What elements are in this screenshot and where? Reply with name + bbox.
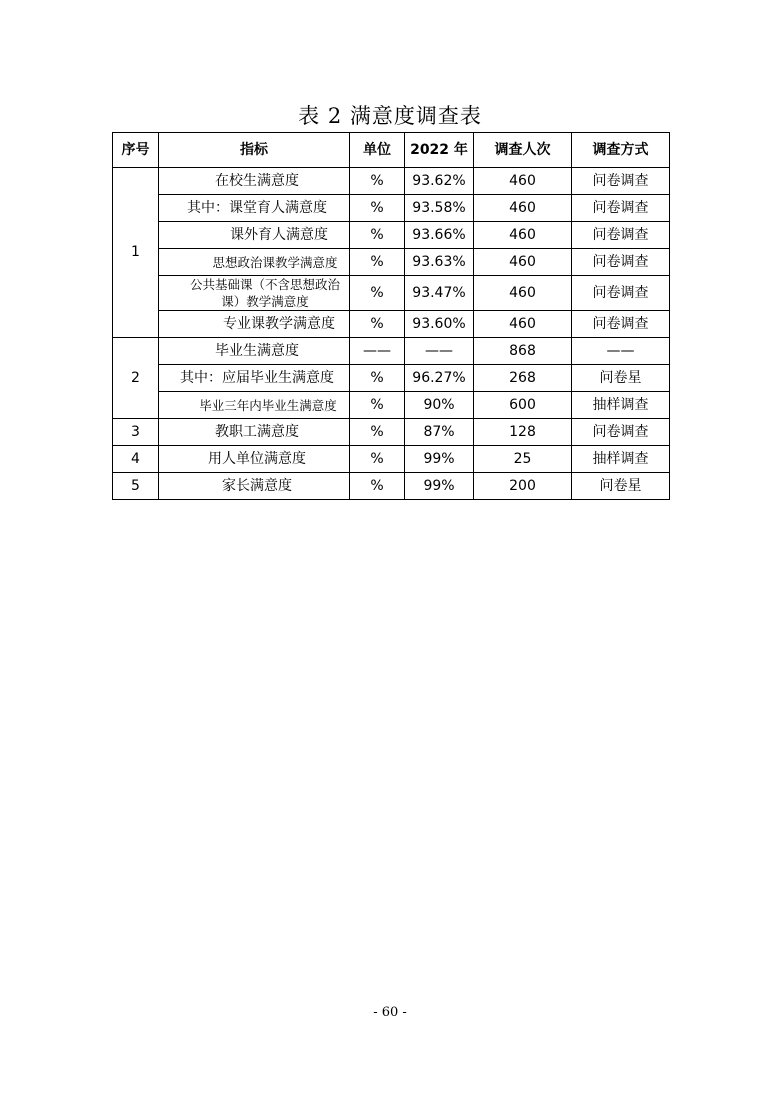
method-cell: 问卷调查: [572, 168, 670, 195]
indicator-cell: 公共基础课（不含思想政治课）教学满意度: [159, 276, 350, 311]
row-number: 3: [113, 419, 159, 446]
row-number: 1: [113, 168, 159, 338]
unit-cell: %: [350, 392, 405, 419]
page-number: - 60 -: [373, 1005, 407, 1020]
count-cell: 868: [474, 338, 572, 365]
header-indicator: 指标: [159, 133, 350, 168]
value-cell: 87%: [405, 419, 474, 446]
count-cell: 200: [474, 473, 572, 500]
unit-cell: %: [350, 365, 405, 392]
value-cell: 93.60%: [405, 311, 474, 338]
method-cell: 问卷调查: [572, 249, 670, 276]
value-cell: 93.63%: [405, 249, 474, 276]
table-row: [113, 249, 670, 276]
table-row: [113, 222, 670, 249]
method-cell: 问卷调查: [572, 195, 670, 222]
table-row: [113, 168, 670, 195]
row-number: 5: [113, 473, 159, 500]
method-cell: 抽样调查: [572, 446, 670, 473]
value-cell: 99%: [405, 473, 474, 500]
value-cell: 93.62%: [405, 168, 474, 195]
unit-cell: %: [350, 473, 405, 500]
indicator-cell: 其中：应届毕业生满意度: [159, 365, 350, 392]
indicator-cell: 家长满意度: [159, 473, 350, 500]
unit-cell: %: [350, 222, 405, 249]
method-cell: 问卷调查: [572, 419, 670, 446]
header-method: 调查方式: [572, 133, 670, 168]
value-cell: 90%: [405, 392, 474, 419]
header-count: 调查人次: [474, 133, 572, 168]
value-cell: 93.66%: [405, 222, 474, 249]
value-cell: 93.58%: [405, 195, 474, 222]
table-row: [113, 195, 670, 222]
table-row: [113, 365, 670, 392]
table-row: [113, 419, 670, 446]
table-row: [113, 392, 670, 419]
value-cell: 99%: [405, 446, 474, 473]
row-number: 2: [113, 338, 159, 419]
unit-cell: ——: [350, 338, 405, 365]
table-row: [113, 473, 670, 500]
table-row: [113, 446, 670, 473]
unit-cell: %: [350, 446, 405, 473]
count-cell: 460: [474, 276, 572, 311]
unit-cell: %: [350, 311, 405, 338]
value-cell: 96.27%: [405, 365, 474, 392]
count-cell: 460: [474, 311, 572, 338]
unit-cell: %: [350, 249, 405, 276]
count-cell: 460: [474, 222, 572, 249]
count-cell: 128: [474, 419, 572, 446]
indicator-cell: 用人单位满意度: [159, 446, 350, 473]
table-title: 表 2 满意度调查表: [298, 104, 482, 128]
row-number: 4: [113, 446, 159, 473]
table-row: [113, 276, 670, 311]
unit-cell: %: [350, 419, 405, 446]
count-cell: 268: [474, 365, 572, 392]
count-cell: 25: [474, 446, 572, 473]
indicator-cell: 专业课教学满意度: [159, 311, 350, 338]
table-row: [113, 311, 670, 338]
indicator-cell: 在校生满意度: [159, 168, 350, 195]
header-no: 序号: [113, 133, 159, 168]
indicator-cell: 毕业三年内毕业生满意度: [159, 392, 350, 419]
count-cell: 460: [474, 249, 572, 276]
unit-cell: %: [350, 195, 405, 222]
indicator-cell: 思想政治课教学满意度: [159, 249, 350, 276]
count-cell: 600: [474, 392, 572, 419]
method-cell: 问卷星: [572, 473, 670, 500]
table-row: [113, 338, 670, 365]
count-cell: 460: [474, 168, 572, 195]
method-cell: 问卷调查: [572, 311, 670, 338]
method-cell: 问卷调查: [572, 222, 670, 249]
indicator-cell: 教职工满意度: [159, 419, 350, 446]
header-year: 2022 年: [405, 133, 474, 168]
header-unit: 单位: [350, 133, 405, 168]
indicator-cell: 毕业生满意度: [159, 338, 350, 365]
method-cell: 问卷星: [572, 365, 670, 392]
value-cell: ——: [405, 338, 474, 365]
method-cell: 问卷调查: [572, 276, 670, 311]
unit-cell: %: [350, 276, 405, 311]
indicator-cell: 其中：课堂育人满意度: [159, 195, 350, 222]
indicator-cell: 课外育人满意度: [159, 222, 350, 249]
method-cell: ——: [572, 338, 670, 365]
table-header-row: [113, 133, 670, 168]
method-cell: 抽样调查: [572, 392, 670, 419]
value-cell: 93.47%: [405, 276, 474, 311]
count-cell: 460: [474, 195, 572, 222]
satisfaction-table: [112, 132, 670, 500]
unit-cell: %: [350, 168, 405, 195]
